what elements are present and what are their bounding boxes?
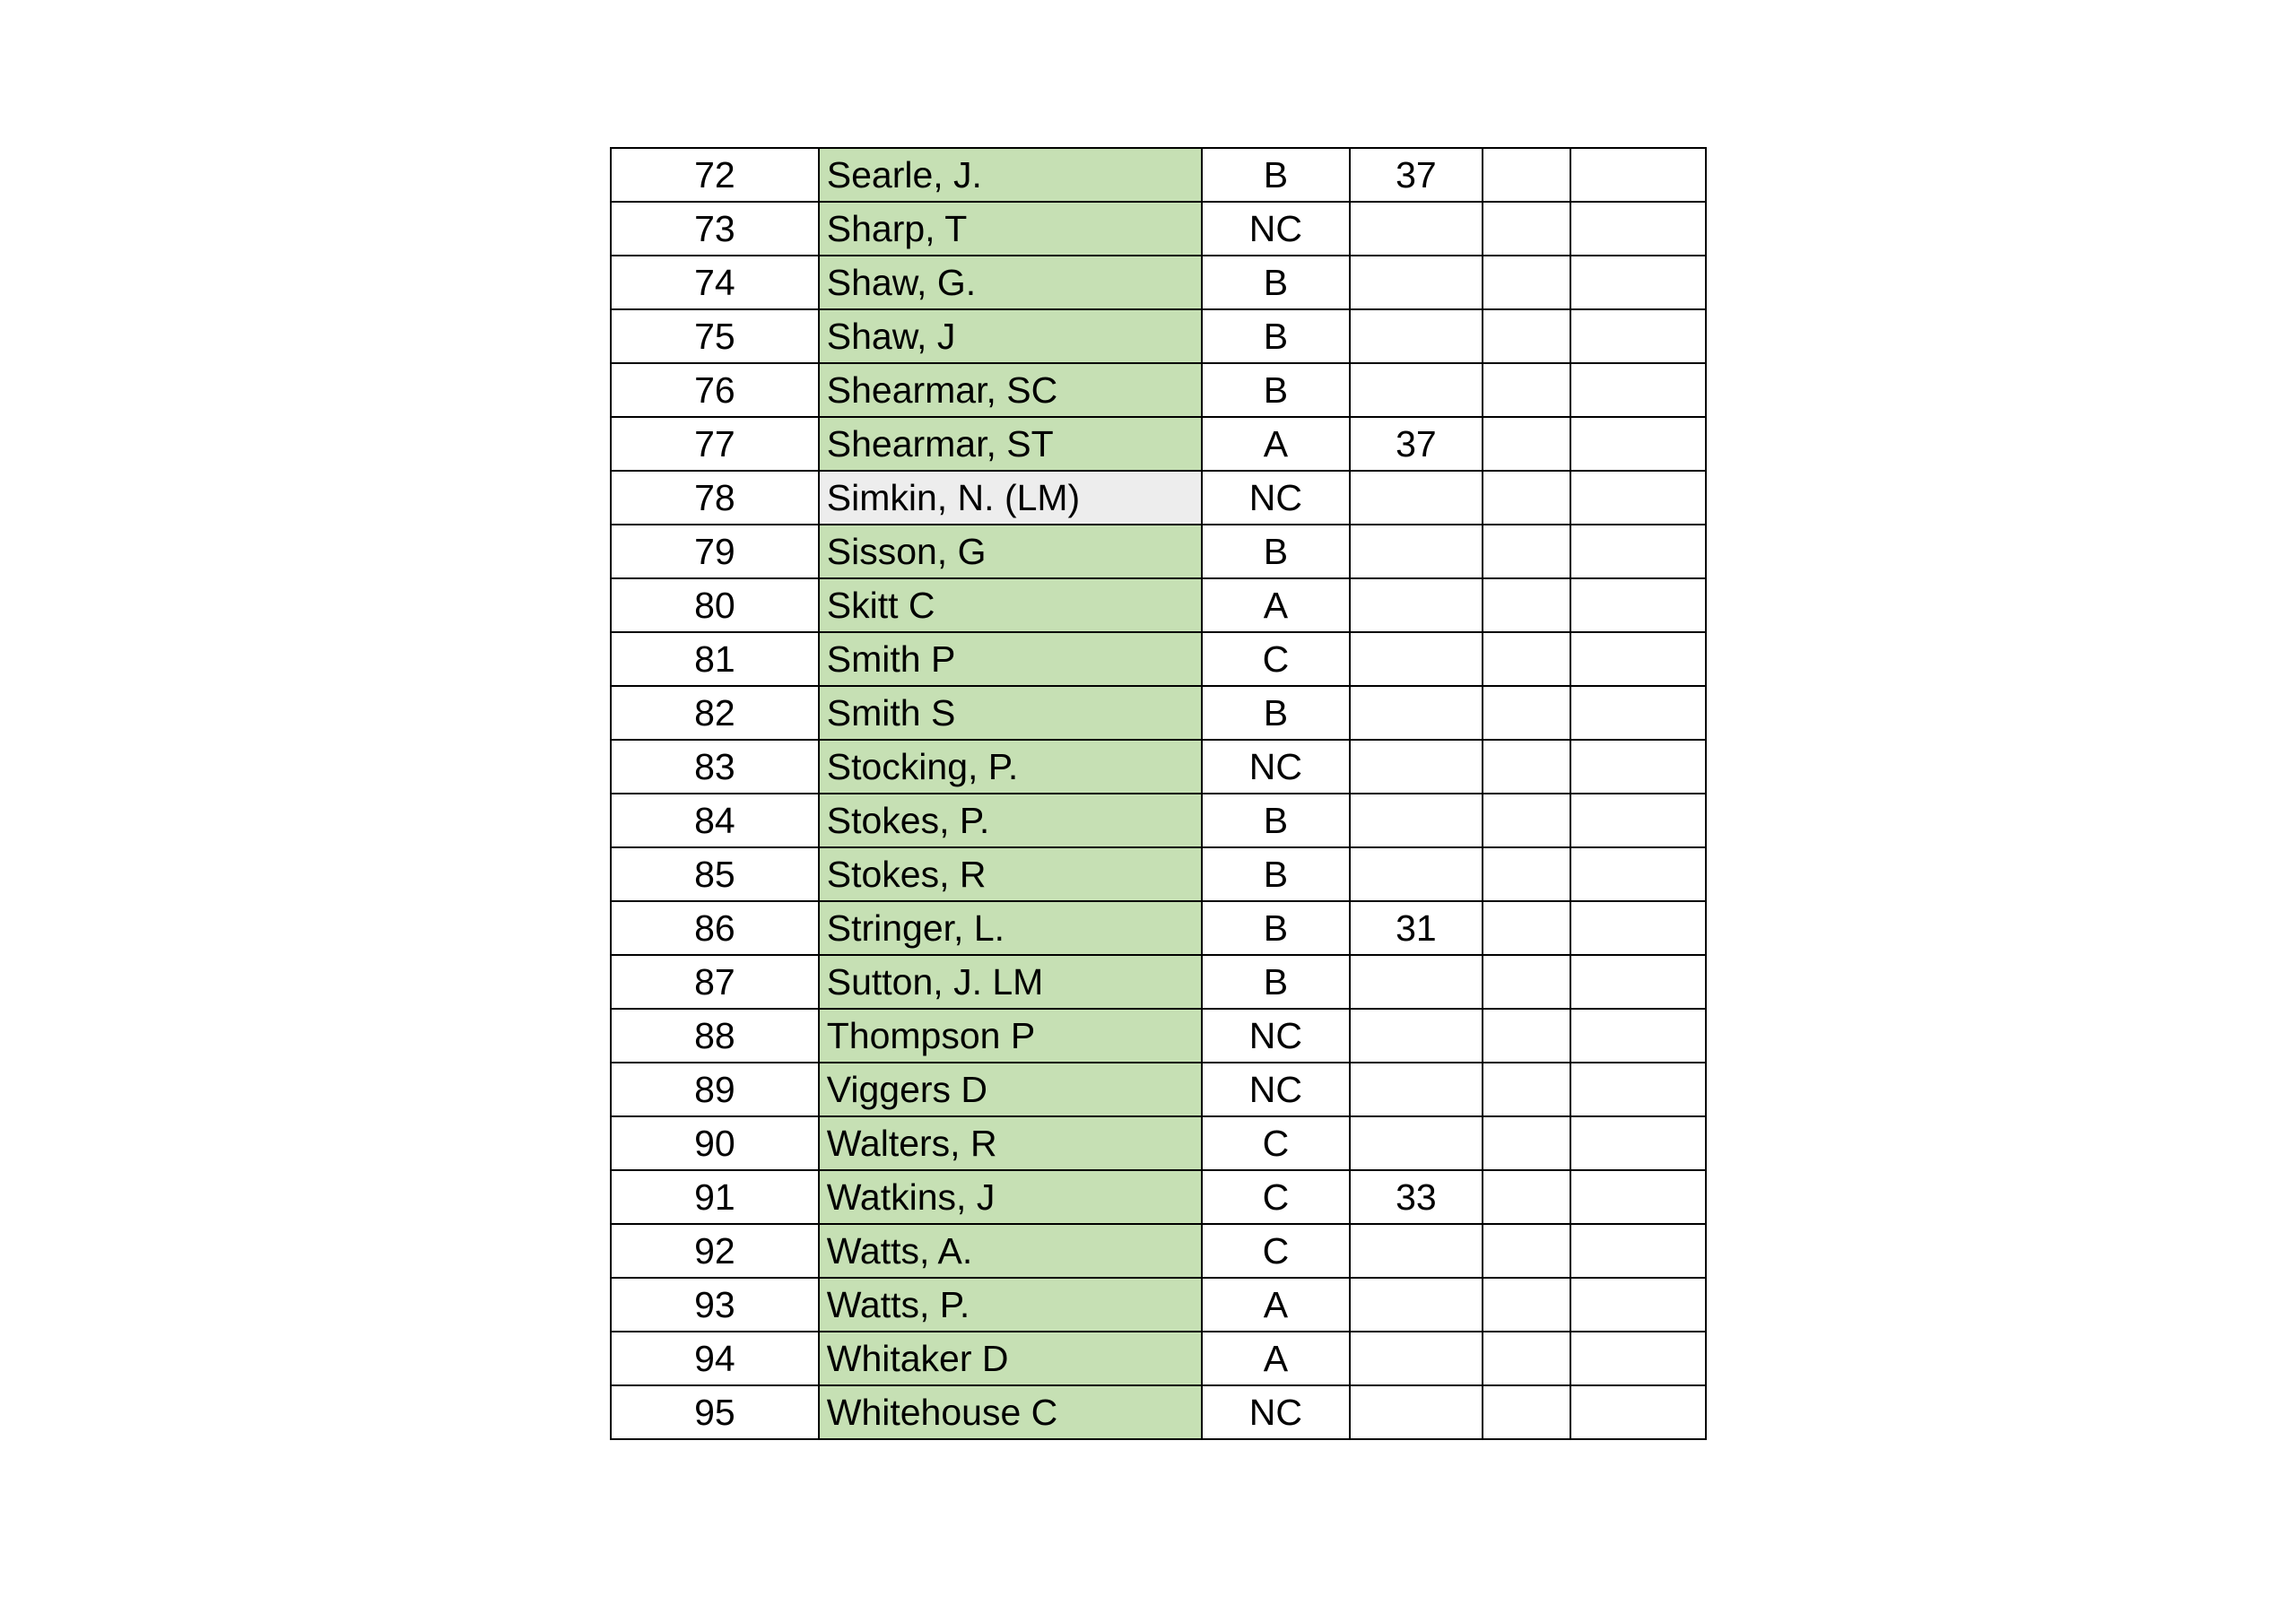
row-number-cell[interactable]: 77 xyxy=(611,417,819,471)
member-name-cell[interactable]: Stokes, P. xyxy=(819,794,1202,847)
empty-cell[interactable] xyxy=(1570,1116,1706,1170)
score-cell[interactable] xyxy=(1350,632,1483,686)
row-number-cell[interactable]: 76 xyxy=(611,363,819,417)
empty-cell[interactable] xyxy=(1483,794,1570,847)
score-cell[interactable] xyxy=(1350,202,1483,256)
row-number-cell[interactable]: 92 xyxy=(611,1224,819,1278)
row-number-cell[interactable]: 72 xyxy=(611,148,819,202)
table-row xyxy=(611,417,1706,471)
empty-cell[interactable] xyxy=(1483,1116,1570,1170)
empty-cell[interactable] xyxy=(1570,202,1706,256)
row-number-cell[interactable]: 94 xyxy=(611,1332,819,1385)
member-name-cell[interactable]: Stringer, L. xyxy=(819,901,1202,955)
table-row xyxy=(611,363,1706,417)
score-cell[interactable] xyxy=(1350,847,1483,901)
grade-cell[interactable]: NC xyxy=(1202,1385,1350,1439)
member-name-cell[interactable]: Shearmar, SC xyxy=(819,363,1202,417)
grade-cell[interactable]: NC xyxy=(1202,740,1350,794)
empty-cell[interactable] xyxy=(1570,471,1706,525)
row-number-cell[interactable]: 73 xyxy=(611,202,819,256)
score-cell[interactable] xyxy=(1350,1116,1483,1170)
empty-cell[interactable] xyxy=(1483,471,1570,525)
row-number-cell[interactable]: 87 xyxy=(611,955,819,1009)
member-name-cell[interactable]: Stocking, P. xyxy=(819,740,1202,794)
score-cell[interactable] xyxy=(1350,525,1483,578)
score-cell[interactable] xyxy=(1350,955,1483,1009)
table-row xyxy=(611,686,1706,740)
table-row xyxy=(611,578,1706,632)
empty-cell[interactable] xyxy=(1570,686,1706,740)
empty-cell[interactable] xyxy=(1483,363,1570,417)
empty-cell[interactable] xyxy=(1570,847,1706,901)
score-cell[interactable] xyxy=(1350,686,1483,740)
member-name-cell[interactable]: Shaw, J xyxy=(819,309,1202,363)
empty-cell[interactable] xyxy=(1483,1278,1570,1332)
score-cell[interactable] xyxy=(1350,363,1483,417)
empty-cell[interactable] xyxy=(1570,363,1706,417)
empty-cell[interactable] xyxy=(1570,794,1706,847)
empty-cell[interactable] xyxy=(1570,1278,1706,1332)
empty-cell[interactable] xyxy=(1570,632,1706,686)
empty-cell[interactable] xyxy=(1570,525,1706,578)
score-cell[interactable] xyxy=(1350,1063,1483,1116)
row-number-cell[interactable]: 80 xyxy=(611,578,819,632)
table-row xyxy=(611,256,1706,309)
grade-cell[interactable]: A xyxy=(1202,1332,1350,1385)
member-name-cell[interactable]: Stokes, R xyxy=(819,847,1202,901)
grade-cell[interactable]: B xyxy=(1202,256,1350,309)
table-body xyxy=(611,148,1706,1439)
member-name-cell[interactable]: Watts, A. xyxy=(819,1224,1202,1278)
empty-cell[interactable] xyxy=(1483,148,1570,202)
empty-cell[interactable] xyxy=(1483,1063,1570,1116)
row-number-cell[interactable]: 88 xyxy=(611,1009,819,1063)
row-number-cell[interactable]: 83 xyxy=(611,740,819,794)
empty-cell[interactable] xyxy=(1570,309,1706,363)
table-row xyxy=(611,1385,1706,1439)
grade-cell[interactable]: B xyxy=(1202,794,1350,847)
member-name-cell[interactable]: Whitaker D xyxy=(819,1332,1202,1385)
score-cell[interactable]: 33 xyxy=(1350,1170,1483,1224)
grade-cell[interactable]: NC xyxy=(1202,1063,1350,1116)
member-name-cell[interactable]: Simkin, N. (LM) xyxy=(819,471,1202,525)
table-row xyxy=(611,1332,1706,1385)
empty-cell[interactable] xyxy=(1483,1170,1570,1224)
empty-cell[interactable] xyxy=(1483,525,1570,578)
member-name-cell[interactable]: Shearmar, ST xyxy=(819,417,1202,471)
table-row xyxy=(611,740,1706,794)
member-name-cell[interactable]: Searle, J. xyxy=(819,148,1202,202)
member-name-cell[interactable]: Shaw, G. xyxy=(819,256,1202,309)
grade-cell[interactable]: B xyxy=(1202,309,1350,363)
row-number-cell[interactable]: 86 xyxy=(611,901,819,955)
row-number-cell[interactable]: 84 xyxy=(611,794,819,847)
score-cell[interactable] xyxy=(1350,1278,1483,1332)
member-name-cell[interactable]: Watts, P. xyxy=(819,1278,1202,1332)
table-row xyxy=(611,148,1706,202)
score-cell[interactable]: 37 xyxy=(1350,417,1483,471)
grade-cell[interactable]: B xyxy=(1202,847,1350,901)
empty-cell[interactable] xyxy=(1570,1224,1706,1278)
grade-cell[interactable]: NC xyxy=(1202,202,1350,256)
row-number-cell[interactable]: 82 xyxy=(611,686,819,740)
row-number-cell[interactable]: 93 xyxy=(611,1278,819,1332)
member-name-cell[interactable]: Whitehouse C xyxy=(819,1385,1202,1439)
empty-cell[interactable] xyxy=(1483,632,1570,686)
score-cell[interactable]: 31 xyxy=(1350,901,1483,955)
empty-cell[interactable] xyxy=(1570,1385,1706,1439)
score-cell[interactable] xyxy=(1350,1224,1483,1278)
grade-cell[interactable]: B xyxy=(1202,148,1350,202)
grade-cell[interactable]: B xyxy=(1202,363,1350,417)
member-name-cell[interactable]: Sisson, G xyxy=(819,525,1202,578)
row-number-cell[interactable]: 78 xyxy=(611,471,819,525)
table-row xyxy=(611,1224,1706,1278)
grade-cell[interactable]: B xyxy=(1202,525,1350,578)
score-cell[interactable] xyxy=(1350,471,1483,525)
score-cell[interactable] xyxy=(1350,578,1483,632)
table-row xyxy=(611,471,1706,525)
empty-cell[interactable] xyxy=(1483,256,1570,309)
score-cell[interactable] xyxy=(1350,1009,1483,1063)
row-number-cell[interactable]: 89 xyxy=(611,1063,819,1116)
grade-cell[interactable]: B xyxy=(1202,686,1350,740)
empty-cell[interactable] xyxy=(1483,847,1570,901)
grade-cell[interactable]: NC xyxy=(1202,1009,1350,1063)
empty-cell[interactable] xyxy=(1570,740,1706,794)
member-name-cell[interactable]: Sutton, J. LM xyxy=(819,955,1202,1009)
table-row xyxy=(611,525,1706,578)
score-cell[interactable]: 37 xyxy=(1350,148,1483,202)
table-row xyxy=(611,1009,1706,1063)
grade-cell[interactable]: A xyxy=(1202,578,1350,632)
member-grade-table xyxy=(610,147,1707,1440)
row-number-cell[interactable]: 74 xyxy=(611,256,819,309)
table-row xyxy=(611,1170,1706,1224)
member-name-cell[interactable]: Skitt C xyxy=(819,578,1202,632)
table-row xyxy=(611,794,1706,847)
row-number-cell[interactable]: 85 xyxy=(611,847,819,901)
empty-cell[interactable] xyxy=(1570,1009,1706,1063)
score-cell[interactable] xyxy=(1350,256,1483,309)
empty-cell[interactable] xyxy=(1570,578,1706,632)
empty-cell[interactable] xyxy=(1483,1385,1570,1439)
empty-cell[interactable] xyxy=(1570,955,1706,1009)
table-row xyxy=(611,955,1706,1009)
row-number-cell[interactable]: 75 xyxy=(611,309,819,363)
empty-cell[interactable] xyxy=(1483,1332,1570,1385)
empty-cell[interactable] xyxy=(1570,901,1706,955)
grade-cell[interactable]: A xyxy=(1202,1278,1350,1332)
grade-cell[interactable]: C xyxy=(1202,1170,1350,1224)
table-row xyxy=(611,901,1706,955)
grade-cell[interactable]: B xyxy=(1202,901,1350,955)
score-cell[interactable] xyxy=(1350,1385,1483,1439)
table-row xyxy=(611,1278,1706,1332)
grade-cell[interactable]: C xyxy=(1202,1224,1350,1278)
grade-cell[interactable]: A xyxy=(1202,417,1350,471)
empty-cell[interactable] xyxy=(1570,256,1706,309)
score-cell[interactable] xyxy=(1350,1332,1483,1385)
row-number-cell[interactable]: 79 xyxy=(611,525,819,578)
member-name-cell[interactable]: Sharp, T xyxy=(819,202,1202,256)
table-row xyxy=(611,847,1706,901)
table-row xyxy=(611,202,1706,256)
member-name-cell[interactable]: Walters, R xyxy=(819,1116,1202,1170)
empty-cell[interactable] xyxy=(1570,1063,1706,1116)
member-name-cell[interactable]: Viggers D xyxy=(819,1063,1202,1116)
empty-cell[interactable] xyxy=(1483,578,1570,632)
empty-cell[interactable] xyxy=(1483,686,1570,740)
empty-cell[interactable] xyxy=(1483,901,1570,955)
grade-cell[interactable]: B xyxy=(1202,955,1350,1009)
table-row xyxy=(611,309,1706,363)
empty-cell[interactable] xyxy=(1483,417,1570,471)
grade-cell[interactable]: C xyxy=(1202,1116,1350,1170)
empty-cell[interactable] xyxy=(1570,1332,1706,1385)
grade-cell[interactable]: C xyxy=(1202,632,1350,686)
empty-cell[interactable] xyxy=(1483,202,1570,256)
empty-cell[interactable] xyxy=(1570,148,1706,202)
member-name-cell[interactable]: Thompson P xyxy=(819,1009,1202,1063)
empty-cell[interactable] xyxy=(1483,309,1570,363)
row-number-cell[interactable]: 91 xyxy=(611,1170,819,1224)
empty-cell[interactable] xyxy=(1483,955,1570,1009)
empty-cell[interactable] xyxy=(1483,1009,1570,1063)
row-number-cell[interactable]: 95 xyxy=(611,1385,819,1439)
score-cell[interactable] xyxy=(1350,740,1483,794)
member-name-cell[interactable]: Smith S xyxy=(819,686,1202,740)
row-number-cell[interactable]: 90 xyxy=(611,1116,819,1170)
member-name-cell[interactable]: Watkins, J xyxy=(819,1170,1202,1224)
empty-cell[interactable] xyxy=(1483,1224,1570,1278)
grade-cell[interactable]: NC xyxy=(1202,471,1350,525)
table-row xyxy=(611,632,1706,686)
empty-cell[interactable] xyxy=(1483,740,1570,794)
member-name-cell[interactable]: Smith P xyxy=(819,632,1202,686)
row-number-cell[interactable]: 81 xyxy=(611,632,819,686)
table-row xyxy=(611,1116,1706,1170)
score-cell[interactable] xyxy=(1350,794,1483,847)
empty-cell[interactable] xyxy=(1570,1170,1706,1224)
score-cell[interactable] xyxy=(1350,309,1483,363)
table-row xyxy=(611,1063,1706,1116)
empty-cell[interactable] xyxy=(1570,417,1706,471)
